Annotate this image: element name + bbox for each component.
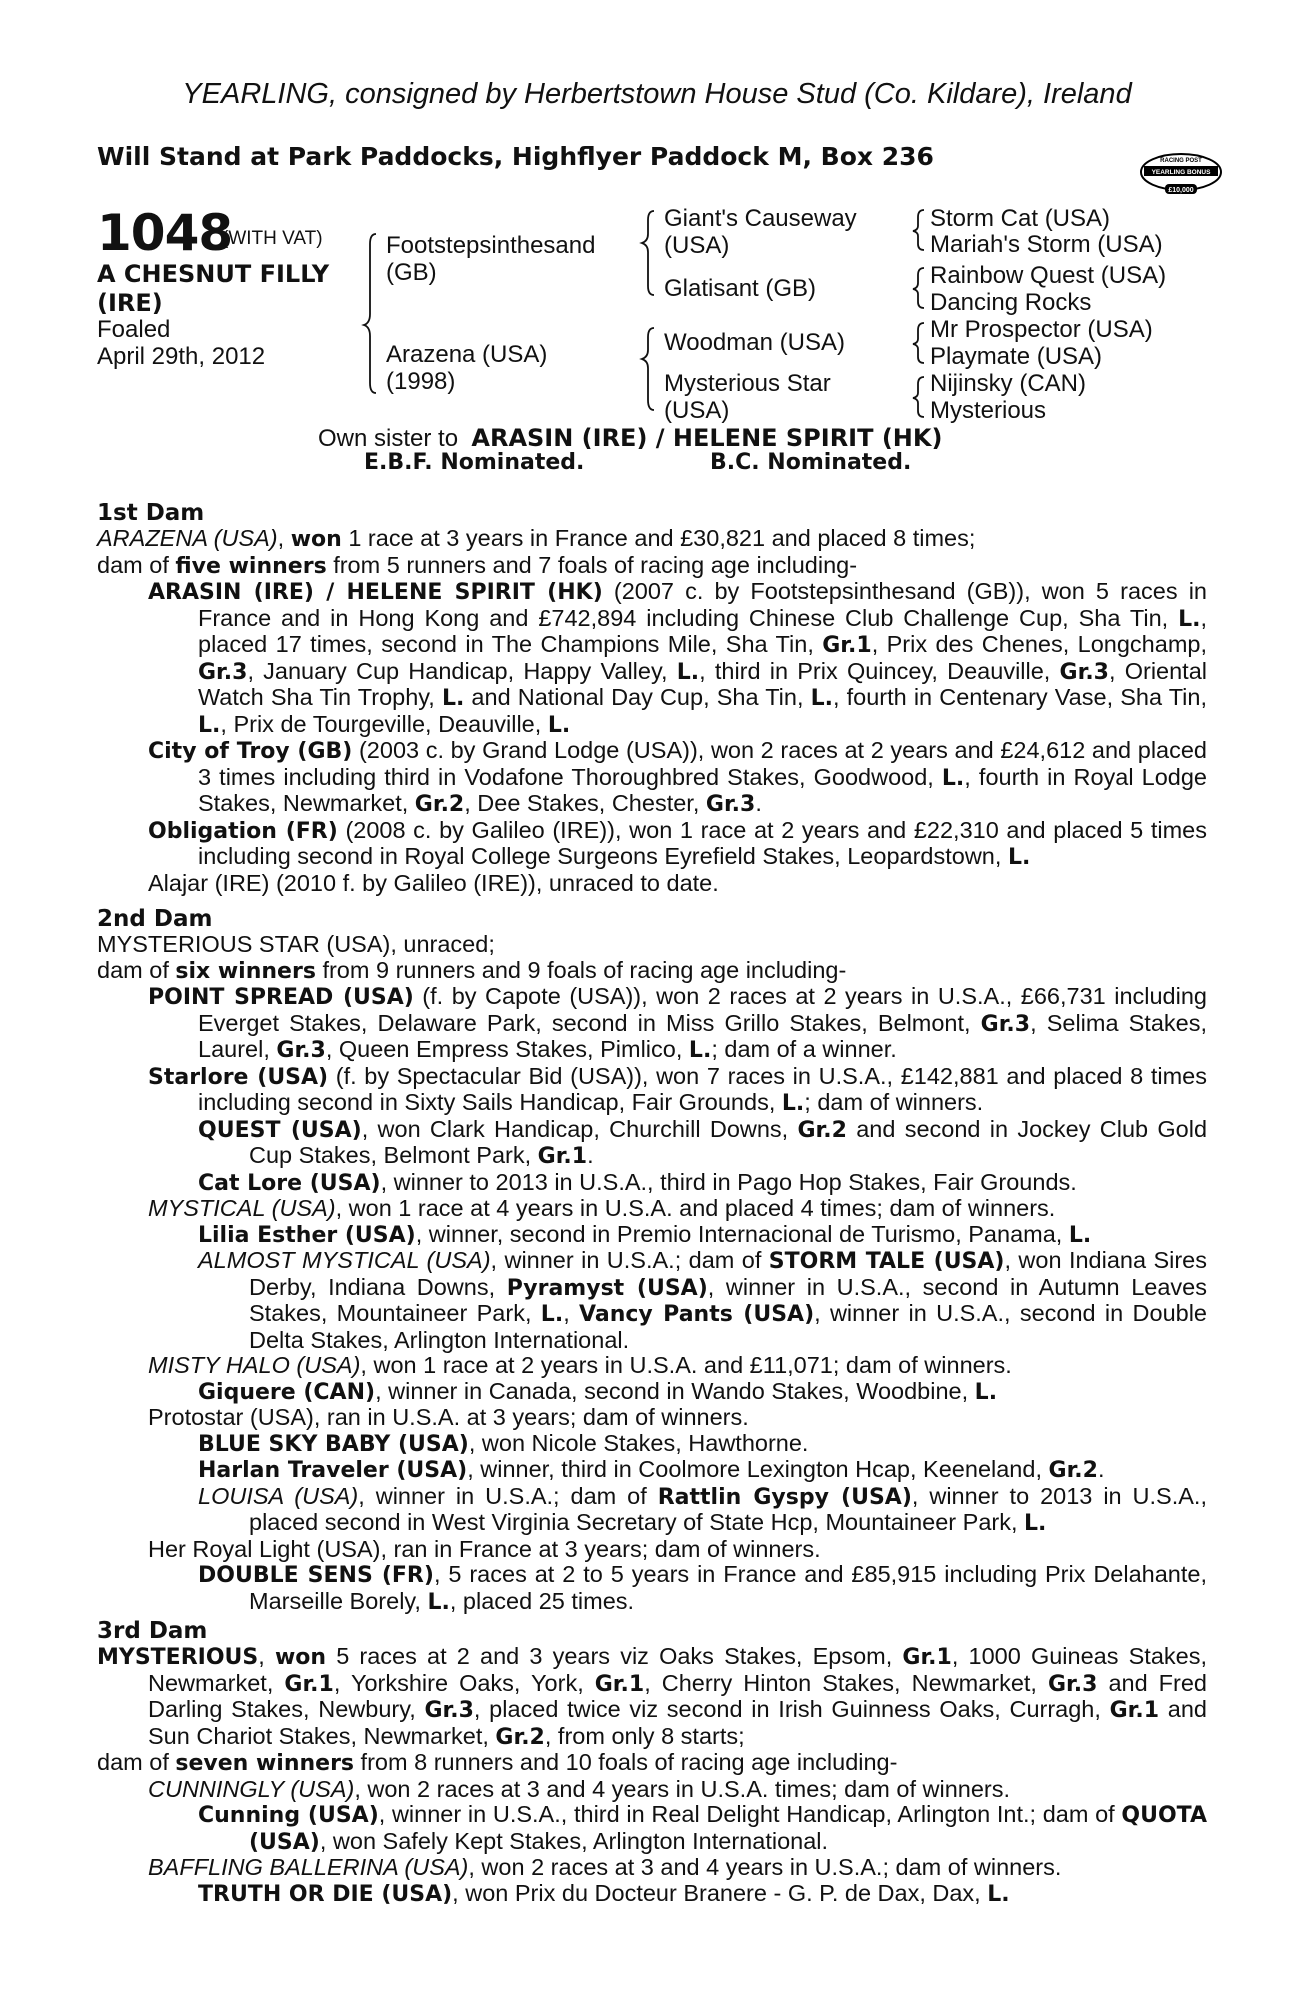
first-dam-body	[97, 526, 1207, 896]
pedigree-entry: Cat Lore (USA), winner to 2013 in U.S.A., third in Pago Hop Stakes, Fair Grounds.	[198, 1168, 1077, 1196]
pedigree-entry: DOUBLE SENS (FR), 5 races at 2 to 5 years in France and £85,915 including Prix Delahante, Marseille Borely, L., placed 25 times.	[198, 1561, 1207, 1615]
badge-amount-text: £10,000	[1168, 187, 1194, 194]
pedigree-entry: Obligation (FR) (2008 c. by Galileo (IRE)), won 1 race at 2 years and £22,310 and placed 5 times including second in Royal College Surgeons Eyrefield Stakes, Leopardstown, L.	[148, 816, 1207, 870]
dam-line1: Arazena (USA)	[386, 341, 548, 368]
pedigree-entry: POINT SPREAD (USA) (f. by Capote (USA)), won 2 races at 2 years in U.S.A., £66,731 including Everget Stakes, Delaware Park, second in Miss Grillo Stakes, Belmont, Gr.3, Selima Stakes, Laurel, Gr.3, Queen Empress Stakes, Pimlico, L.; dam of a winner.	[148, 983, 1207, 1063]
dsd: Playmate (USA)	[930, 343, 1103, 370]
first-dam-heading: 1st Dam	[97, 500, 205, 526]
dam	[386, 341, 547, 395]
dam-dam-line2: (USA)	[664, 397, 730, 424]
dam-line2: (1998)	[386, 368, 456, 395]
stand-location: Will Stand at Park Paddocks, Highflyer Paddock M, Box 236	[97, 142, 934, 171]
third-dam-section	[97, 1618, 1207, 1907]
horse-name-line2: (IRE)	[97, 289, 163, 317]
first-dam-section	[97, 500, 1207, 896]
pedigree-entry: TRUTH OR DIE (USA), won Prix du Docteur Branere - G. P. de Dax, Dax, L.	[198, 1879, 1010, 1907]
dam-sire: Woodman (USA)	[664, 329, 845, 356]
sire-sire	[664, 205, 857, 259]
second-dam-heading: 2nd Dam	[97, 906, 213, 932]
pedigree-entry: ARASIN (IRE) / HELENE SPIRIT (HK) (2007 c. by Footstepsinthesand (GB)), won 5 races in France and in Hong Kong and £742,894 including Chinese Club Challenge Cup, Sha Tin, L., placed 17 times, second in The Champions Mile, Sha Tin, Gr.1, Prix des Chenes, Longchamp, Gr.3, January Cup Handicap, Happy Valley, L., third in Prix Quincey, Deauville, Gr.3, Oriental Watch Sha Tin Trophy, L. and National Day Cup, Sha Tin, L., fourth in Centenary Vase, Sha Tin, L., Prix de Tourgeville, Deauville, L.	[148, 578, 1208, 738]
dam-dam-line1: Mysterious Star	[664, 370, 831, 397]
sire	[386, 232, 595, 286]
sire-line2: (GB)	[386, 259, 437, 286]
pedigree-entry: MYSTERIOUS STAR (USA), unraced;	[97, 931, 495, 957]
pedigree-entry: Giquere (CAN), winner in Canada, second in Wando Stakes, Woodbine, L.	[198, 1377, 998, 1405]
pedigree-entry: Her Royal Light (USA), ran in France at 3 years; dam of winners.	[148, 1535, 821, 1562]
second-dam-section	[97, 906, 1207, 1615]
pedigree-entry: MYSTERIOUS, won 5 races at 2 and 3 years viz Oaks Stakes, Epsom, Gr.1, 1000 Guineas Stakes, Newmarket, Gr.1, Yorkshire Oaks, York, Gr.1, Cherry Hinton Stakes, Newmarket, Gr.3 and Fred Darling Stakes, Newbury, Gr.3, placed twice viz second in Irish Guinness Oaks, Curragh, Gr.1 and Sun Chariot Stakes, Newmarket, Gr.2, from only 8 starts;	[97, 1643, 1208, 1750]
pedigree-entry: dam of five winners from 5 runners and 7 foals of racing age including-	[97, 551, 858, 579]
pedigree-entry: ARAZENA (USA), won 1 race at 3 years in France and £30,821 and placed 8 times;	[97, 525, 976, 552]
pedigree-entry: MISTY HALO (USA), won 1 race at 2 years in U.S.A. and £11,071; dam of winners.	[148, 1352, 1012, 1378]
third-dam-heading: 3rd Dam	[97, 1618, 208, 1644]
pedigree-entry: Lilia Esther (USA), winner, second in Premio Internacional de Turismo, Panama, L.	[198, 1220, 1092, 1248]
dds: Nijinsky (CAN)	[930, 370, 1086, 397]
sire-dam: Glatisant (GB)	[664, 275, 817, 302]
pedigree-entry: Alajar (IRE) (2010 f. by Galileo (IRE)), unraced to date.	[148, 869, 719, 896]
ssd: Mariah's Storm (USA)	[930, 231, 1163, 258]
pedigree-entry: MYSTICAL (USA), won 1 race at 4 years in U.S.A. and placed 4 times; dam of winners.	[148, 1195, 1056, 1221]
pedigree-entry: City of Troy (GB) (2003 c. by Grand Lodge (USA)), won 2 races at 2 years and £24,612 and placed 3 times including third in Vodafone Thoroughbred Stakes, Goodwood, L., fourth in Royal Lodge Stakes, Newmarket, Gr.2, Dee Stakes, Chester, Gr.3.	[148, 737, 1207, 817]
foaled-date: April 29th, 2012	[97, 343, 266, 370]
sister-name: ARASIN (IRE) / HELENE SPIRIT (HK)	[471, 424, 943, 452]
pedigree-braces	[0, 0, 1314, 430]
sister-prefix: Own sister to	[318, 425, 459, 452]
sire-line1: Footstepsinthesand	[386, 232, 596, 259]
pedigree-entry: CUNNINGLY (USA), won 2 races at 3 and 4 years in U.S.A. times; dam of winners.	[148, 1775, 1011, 1802]
pedigree-entry: BLUE SKY BABY (USA), won Nicole Stakes, Hawthorne.	[198, 1429, 809, 1457]
badge-mid-text: YEARLING BONUS	[1151, 169, 1211, 176]
second-dam-body	[97, 932, 1207, 1615]
dam-dam	[664, 370, 831, 424]
pedigree-entry: Harlan Traveler (USA), winner, third in Coolmore Lexington Hcap, Keeneland, Gr.2.	[198, 1456, 1105, 1483]
pedigree-entry: ALMOST MYSTICAL (USA), winner in U.S.A.; dam of STORM TALE (USA), won Indiana Sires Derby, Indiana Downs, Pyramyst (USA), winner in U.S.A., second in Autumn Leaves Stakes, Mountaineer Park, L., Vancy Pants (USA), winner in U.S.A., second in Double Delta Stakes, Arlington International.	[198, 1247, 1207, 1353]
sire-sire-line1: Giant's Causeway	[664, 205, 857, 232]
pedigree-entry: dam of six winners from 9 runners and 9 foals of racing age including-	[97, 956, 847, 984]
third-dam-body	[97, 1644, 1207, 1907]
pedigree-entry: Cunning (USA), winner in U.S.A., third in Real Delight Handicap, Arlington Int.; dam of QUOTA (USA), won Safely Kept Stakes, Arlington International.	[198, 1801, 1207, 1855]
vat-label: (WITH VAT)	[222, 228, 323, 249]
pedigree-entry: QUEST (USA), won Clark Handicap, Churchill Downs, Gr.2 and second in Jockey Club Gold Cup Stakes, Belmont Park, Gr.1.	[198, 1115, 1208, 1169]
lot-number: 1048	[97, 204, 233, 262]
consigner-line: YEARLING, consigned by Herbertstown House Stud (Co. Kildare), Ireland	[182, 78, 1132, 110]
horse-name-line1: A CHESNUT FILLY	[97, 260, 330, 288]
bc-nomination: B.C. Nominated.	[710, 450, 912, 475]
ddd: Mysterious	[930, 397, 1047, 424]
own-sister-line	[318, 424, 942, 453]
sds: Rainbow Quest (USA)	[930, 262, 1167, 289]
pedigree-entry: dam of seven winners from 8 runners and 10 foals of racing age including-	[97, 1749, 898, 1776]
dss: Mr Prospector (USA)	[930, 316, 1153, 343]
ebf-nomination: E.B.F. Nominated.	[364, 450, 585, 475]
sdd: Dancing Rocks	[930, 289, 1092, 316]
sss: Storm Cat (USA)	[930, 205, 1111, 232]
pedigree-entry: BAFFLING BALLERINA (USA), won 2 races at 3 and 4 years in U.S.A.; dam of winners.	[148, 1854, 1062, 1880]
pedigree-entry: LOUISA (USA), winner in U.S.A.; dam of Rattlin Gyspy (USA), winner to 2013 in U.S.A., placed second in West Virginia Secretary of State Hcp, Mountaineer Park, L.	[198, 1482, 1207, 1536]
badge-top-text: RACING POST	[1160, 158, 1202, 164]
foaled-label: Foaled	[97, 316, 171, 343]
sire-sire-line2: (USA)	[664, 232, 730, 259]
pedigree-entry: Protostar (USA), ran in U.S.A. at 3 years; dam of winners.	[148, 1404, 749, 1430]
pedigree-entry: Starlore (USA) (f. by Spectacular Bid (USA)), won 7 races in U.S.A., £142,881 and placed 8 times including second in Sixty Sails Handicap, Fair Grounds, L.; dam of winners.	[148, 1062, 1207, 1116]
